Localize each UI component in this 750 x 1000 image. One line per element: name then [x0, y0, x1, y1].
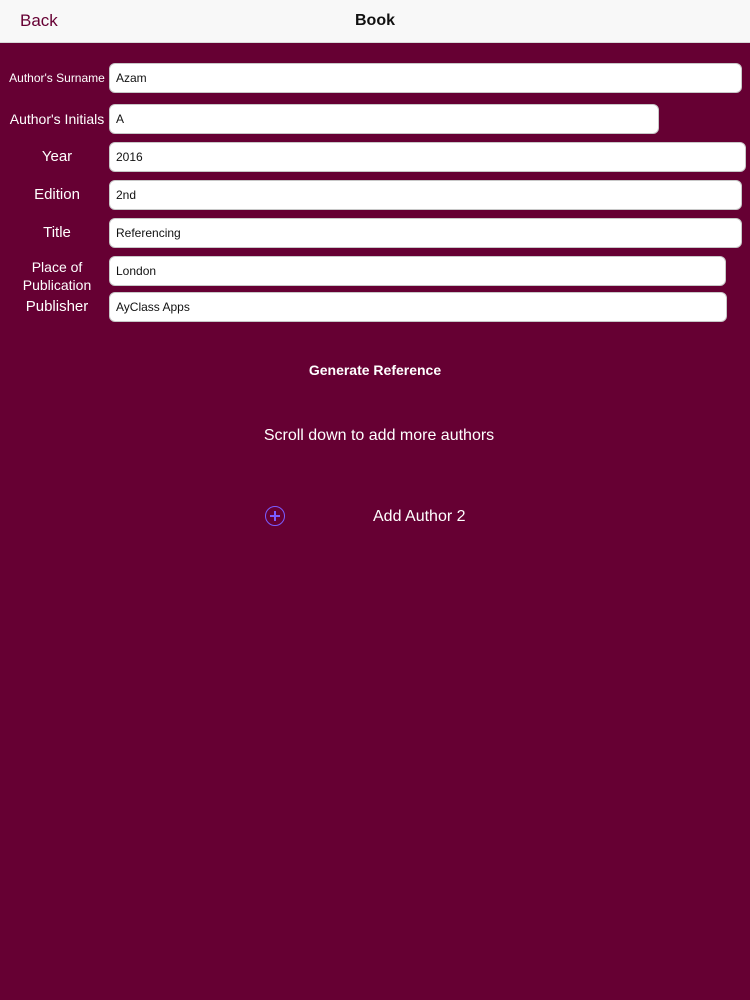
edition-field[interactable]	[109, 180, 742, 210]
title-label: Title	[43, 224, 71, 241]
place-label-line1: Place of	[31, 259, 83, 275]
plus-circle-icon[interactable]	[265, 506, 285, 526]
add-author-button[interactable]: Add Author 2	[373, 508, 466, 525]
initials-label: Author's Initials	[9, 111, 105, 127]
year-field[interactable]	[109, 142, 746, 172]
title-field[interactable]	[109, 218, 742, 248]
surname-label: Author's Surname	[9, 71, 105, 85]
surname-field[interactable]	[109, 63, 742, 93]
place-label	[0, 258, 114, 294]
year-label: Year	[41, 148, 73, 165]
generate-reference-button[interactable]: Generate Reference	[308, 362, 442, 378]
initials-field[interactable]	[109, 104, 659, 134]
page-title: Book	[355, 12, 395, 29]
place-field[interactable]	[109, 256, 726, 286]
navigation-bar	[0, 0, 750, 43]
publisher-field[interactable]	[109, 292, 727, 322]
place-label-line2: Publication	[22, 277, 92, 293]
publisher-label: Publisher	[25, 298, 89, 315]
back-button[interactable]: Back	[20, 11, 58, 30]
edition-label: Edition	[34, 186, 80, 203]
scroll-hint-text: Scroll down to add more authors	[263, 427, 495, 444]
